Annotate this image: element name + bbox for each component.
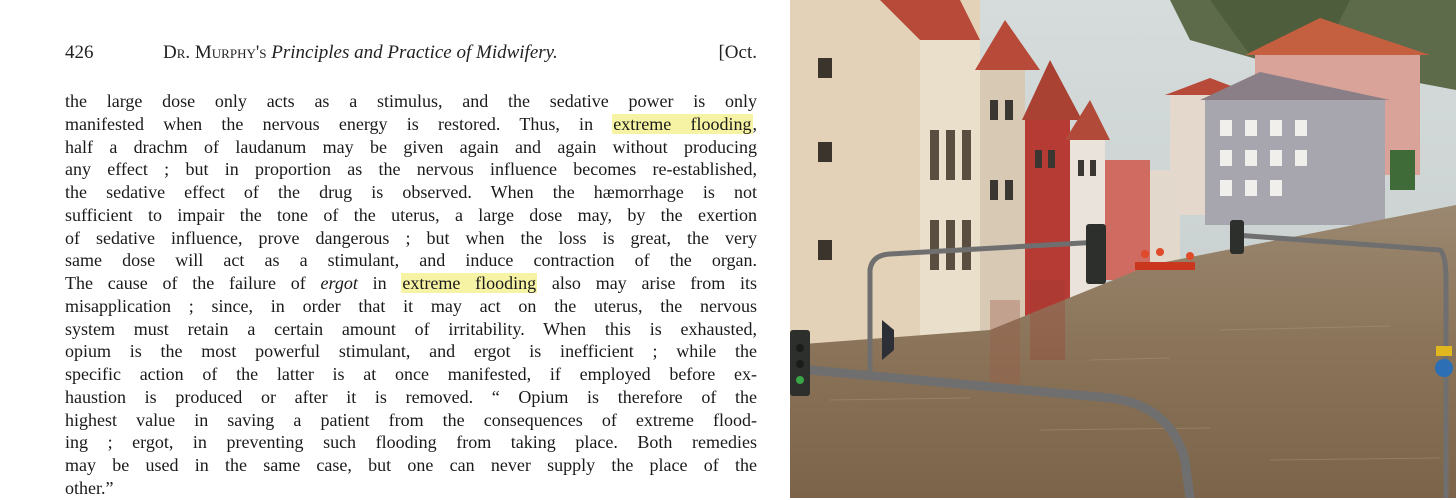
italic-word: ergot bbox=[320, 273, 358, 293]
text-line bbox=[65, 113, 757, 136]
text-line bbox=[65, 136, 757, 159]
text-line bbox=[65, 158, 757, 181]
running-title bbox=[163, 42, 558, 64]
author-name: Dr. Murphy's bbox=[163, 42, 267, 63]
text-line bbox=[65, 477, 757, 500]
text-line bbox=[65, 90, 757, 113]
text-line bbox=[65, 181, 757, 204]
text-run: opium is the most powerful stimulant, and ergot is inefficient ; while the bbox=[65, 341, 757, 362]
text-run: misapplication ; since, in order that it may act on the uterus, the nervous bbox=[65, 295, 757, 316]
text-run: manifested when the nervous energy is restored. Thus, in bbox=[65, 113, 613, 134]
text-run: same dose will act as a stimulant, and induce contraction of the organ. bbox=[65, 250, 757, 271]
text-run: specific action of the latter is at once manifested, if employed before ex- bbox=[65, 364, 757, 384]
text-line bbox=[65, 409, 757, 432]
text-run: haustion is produced or after it is removed. “ Opium is therefore of the bbox=[65, 386, 757, 407]
text-run: may be used in the same case, but one can never supply the place of the bbox=[65, 455, 757, 475]
highlighted-phrase: extreme flooding bbox=[613, 113, 752, 134]
running-header bbox=[65, 42, 757, 70]
body-text bbox=[65, 90, 757, 500]
page-number: 426 bbox=[65, 42, 94, 63]
text-line bbox=[65, 386, 757, 409]
text-run: the sedative effect of the drug is observed. When the hæmorrhage is not bbox=[65, 182, 757, 202]
text-run: half a drachm of laudanum may be given again and again without producing bbox=[65, 136, 757, 157]
book-title: Principles and Practice of Midwifery. bbox=[271, 42, 558, 63]
flooded-street-image bbox=[790, 0, 1456, 498]
text-line bbox=[65, 340, 757, 363]
text-run: in bbox=[357, 273, 402, 293]
pedestrian-sign-icon bbox=[1435, 359, 1453, 377]
header-month: [Oct. bbox=[718, 42, 757, 63]
flood-photo bbox=[790, 0, 1456, 498]
text-line bbox=[65, 431, 757, 454]
text-run: sufficient to impair the tone of the uterus, a large dose may, by the exertion bbox=[65, 204, 757, 225]
text-line bbox=[65, 363, 757, 386]
text-line bbox=[65, 204, 757, 227]
text-run: any effect ; but in proportion as the nervous influence becomes re-established, bbox=[65, 159, 757, 180]
highlighted-phrase: extreme flooding bbox=[402, 273, 537, 293]
text-line bbox=[65, 249, 757, 272]
text-line bbox=[65, 272, 757, 295]
text-run: highest value in saving a patient from the consequences of extreme flood- bbox=[65, 409, 757, 430]
text-line bbox=[65, 454, 757, 477]
text-run: other.” bbox=[65, 477, 114, 498]
text-run: also may arise from its bbox=[537, 273, 757, 293]
text-run: The cause of the failure of bbox=[65, 273, 321, 293]
text-run: system must retain a certain amount of irritability. When this is exhausted, bbox=[65, 318, 757, 339]
text-run: of sedative influence, prove dangerous ; but when the loss is great, the very bbox=[65, 227, 757, 248]
text-line bbox=[65, 227, 757, 250]
text-run: ing ; ergot, in preventing such flooding from taking place. Both remedies bbox=[65, 432, 757, 453]
text-line bbox=[65, 318, 757, 341]
text-line bbox=[65, 295, 757, 318]
text-run: the large dose only acts as a stimulus, and the sedative power is only bbox=[65, 91, 757, 111]
text-run: , bbox=[752, 113, 757, 134]
